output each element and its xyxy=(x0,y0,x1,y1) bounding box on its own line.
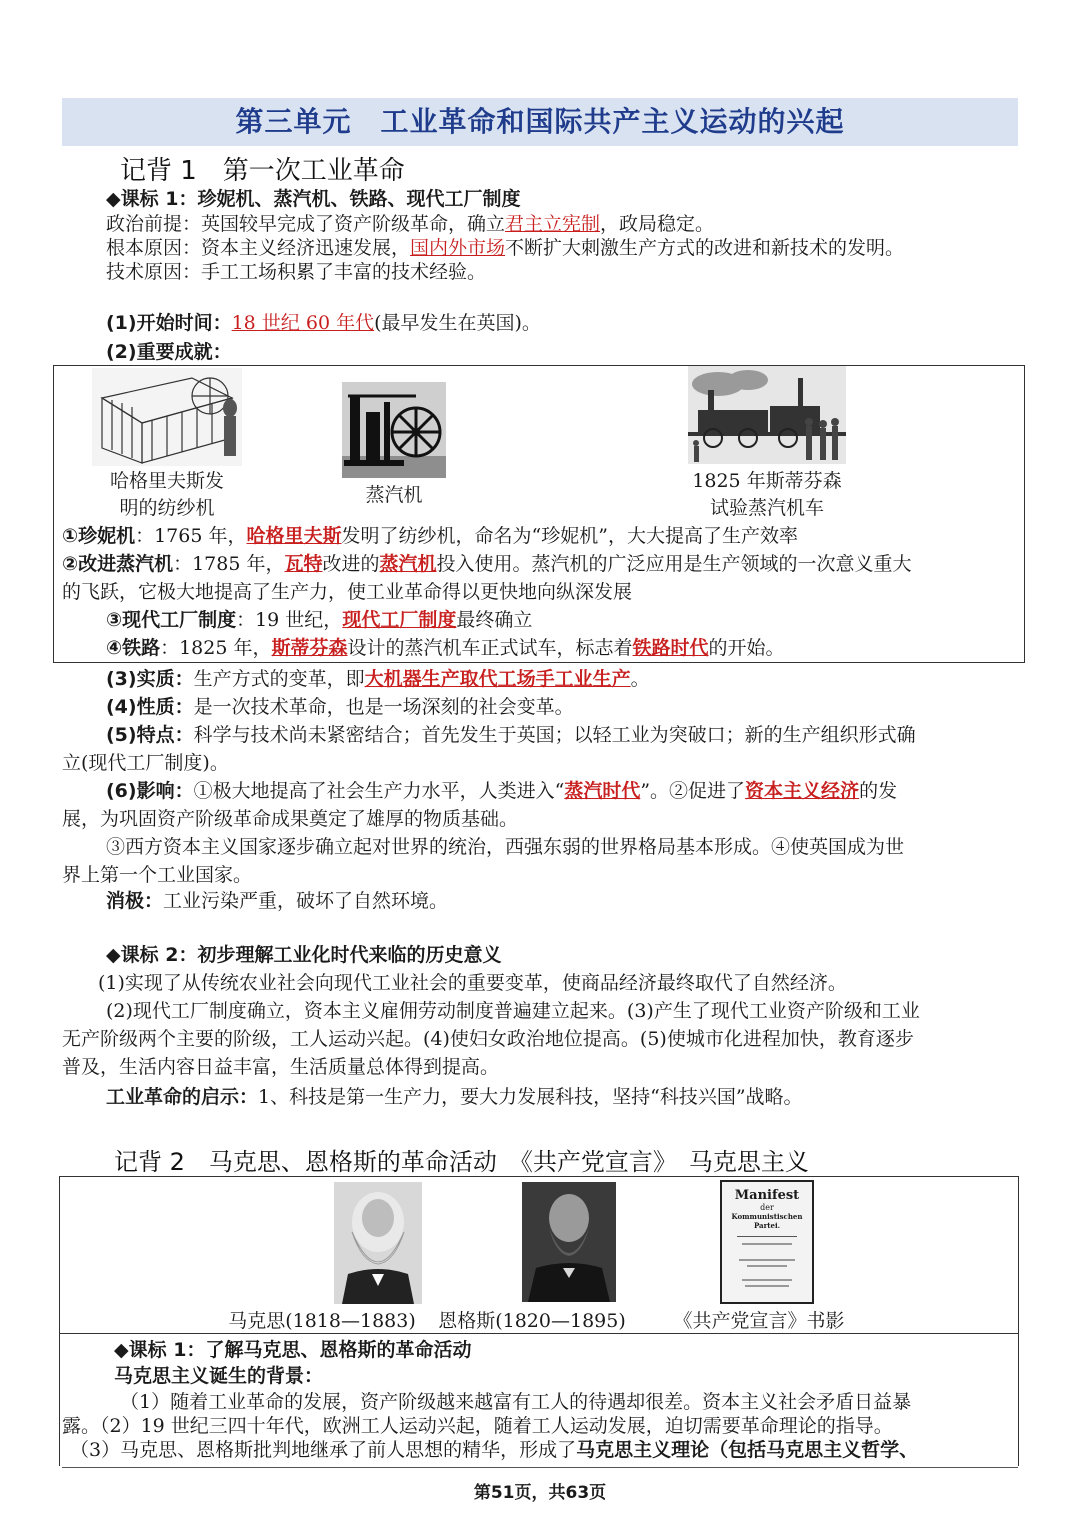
unit-title-banner: 第三单元 工业革命和国际共产主义运动的兴起 xyxy=(62,98,1018,146)
locomotive-caption-line-2: 试验蒸汽机车 xyxy=(709,497,824,519)
inspiration: 工业革命的启示：1、科技是第一生产力，要大力发展科技，坚持“科技兴国”战略。 xyxy=(106,1086,803,1108)
curriculum-standard-1: ◆课标 1：珍妮机、蒸汽机、铁路、现代工厂制度 xyxy=(106,188,521,210)
locomotive-caption-line-1: 1825 年斯蒂芬森 xyxy=(692,470,842,492)
achievement-railway: ④铁路：1825 年，斯蒂芬森设计的蒸汽机车正式试车，标志着铁路时代的开始。 xyxy=(106,637,785,659)
fundamental-cause: 根本原因：资本主义经济迅速发展，国内外市场不断扩大刺激生产方式的改进和新技术的发明。 xyxy=(106,237,905,259)
features-cont: 立(现代工厂制度)。 xyxy=(62,752,229,774)
marxism-background-label: 马克思主义诞生的背景： xyxy=(114,1365,324,1387)
section-2-title: 记背 2 马克思、恩格斯的革命活动 《共产党宣言》 马克思主义 xyxy=(114,1148,809,1176)
engels-portrait-image xyxy=(522,1182,616,1302)
curriculum-standard-2: ◆课标 2：初步理解工业化时代来临的历史意义 xyxy=(106,944,502,966)
marx-caption: 马克思(1818—1883) xyxy=(228,1310,416,1332)
essence: (3)实质：生产方式的变革，即大机器生产取代工场手工业生产。 xyxy=(106,668,650,690)
significance-1: (1)实现了从传统农业社会向现代工业社会的重要变革，使商品经济最终取代了自然经济。 xyxy=(98,972,847,994)
political-premise: 政治前提：英国较早完成了资产阶级革命，确立君主立宪制，政局稳定。 xyxy=(106,213,715,235)
start-time: (1)开始时间：18 世纪 60 年代(最早发生在英国)。 xyxy=(106,312,541,334)
background-1: （1）随着工业革命的发展，资产阶级越来越富有工人的待遇却很差。资本主义社会矛盾日益暴 xyxy=(120,1391,912,1413)
achievements-label: (2)重要成就： xyxy=(106,341,232,363)
engels-caption: 恩格斯(1820—1895) xyxy=(438,1310,626,1332)
spinning-jenny-caption-line-2: 明的纺纱机 xyxy=(119,497,215,519)
section-1-title: 记背 1 第一次工业革命 xyxy=(120,156,405,186)
manifesto-cover-subtitle: Kommunistischen Partei. xyxy=(731,1212,803,1230)
achievement-steam-engine-cont: 的飞跃，它极大地提高了生产力，使工业革命得以更快地向纵深发展 xyxy=(62,581,633,603)
page-number: 第51页，共63页 xyxy=(473,1483,607,1503)
manifesto-cover-image xyxy=(720,1180,814,1304)
significance-2-cont: 无产阶级两个主要的阶级，工人运动兴起。(4)使妇女政治地位提高。(5)使城市化进程加快，教育逐步 xyxy=(62,1028,914,1050)
impact-3-cont: 界上第一个工业国家。 xyxy=(62,864,253,886)
background-3: （3）马克思、恩格斯批判地继承了前人思想的精华，形成了马克思主义理论（包括马克思主义哲学、 xyxy=(70,1439,919,1461)
technical-cause: 技术原因：手工工场积累了丰富的技术经验。 xyxy=(106,261,487,283)
locomotive-trial-image xyxy=(688,366,846,464)
significance-2-cont2: 普及，生活内容日益丰富，生活质量总体得到提高。 xyxy=(62,1056,500,1078)
manifesto-cover-der: der xyxy=(760,1203,774,1212)
achievement-steam-engine: ②改进蒸汽机：1785 年，瓦特改进的蒸汽机投入使用。蒸汽机的广泛应用是生产领域的一次意义重大 xyxy=(62,553,912,575)
impact-3: ③西方资本主义国家逐步确立起对世界的统治，西强东弱的世界格局基本形成。④使英国成为世 xyxy=(106,836,905,858)
footer-rule xyxy=(62,1467,1018,1468)
features: (5)特点：科学与技术尚未紧密结合；首先发生于英国；以轻工业为突破口；新的生产组织形式确 xyxy=(106,724,916,746)
steam-engine-image xyxy=(342,382,446,478)
significance-2: (2)现代工厂制度确立，资本主义雇佣劳动制度普遍建立起来。(3)产生了现代工业资产阶级和工业 xyxy=(106,1000,920,1022)
nature: (4)性质：是一次技术革命，也是一场深刻的社会变革。 xyxy=(106,696,574,718)
spinning-jenny-image xyxy=(92,368,242,466)
spinning-jenny-caption-line-1: 哈格里夫斯发 xyxy=(109,470,224,492)
impact-cont: 展，为巩固资产阶级革命成果奠定了雄厚的物质基础。 xyxy=(62,808,519,830)
manifesto-cover-title: Manifest xyxy=(734,1188,800,1203)
achievement-factory-system: ③现代工厂制度：19 世纪，现代工厂制度最终确立 xyxy=(106,609,533,631)
impact: (6)影响：①极大地提高了社会生产力水平，人类进入“蒸汽时代”。②促进了资本主义经济的发 xyxy=(106,780,898,802)
section-2-curriculum-standard-1: ◆课标 1：了解马克思、恩格斯的革命活动 xyxy=(114,1339,472,1361)
steam-engine-caption: 蒸汽机 xyxy=(365,484,423,506)
background-1-cont: 露。（2）19 世纪三四十年代，欧洲工人运动兴起，随着工人运动发展，迫切需要革命理论的指导。 xyxy=(62,1415,893,1437)
marx-portrait-image xyxy=(334,1182,422,1304)
manifesto-caption: 《共产党宣言》书影 xyxy=(673,1310,845,1332)
negative-impact: 消极：工业污染严重，破坏了自然环境。 xyxy=(106,890,449,912)
achievement-spinning-jenny: ①珍妮机：1765 年，哈格里夫斯发明了纺纱机，命名为“珍妮机”，大大提高了生产效率 xyxy=(62,525,798,547)
